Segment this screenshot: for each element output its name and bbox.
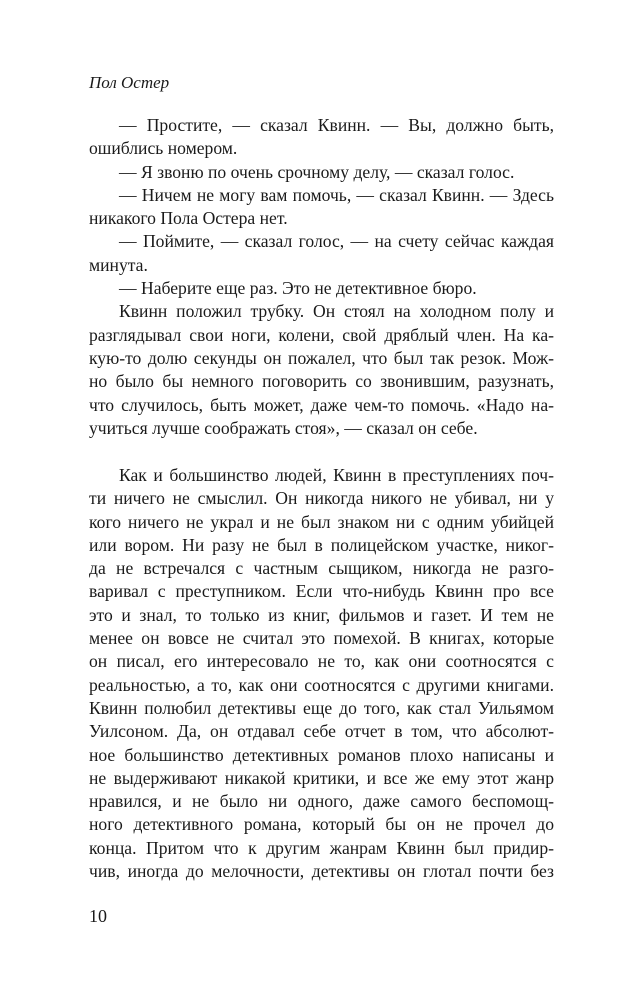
text-line: да не встречался с частным сыщиком, никогда не разго-: [89, 558, 554, 579]
text-line: разглядывал свои ноги, колени, свой дряблый член. На ка-: [89, 324, 554, 345]
text-line: — Простите, — сказал Квинн. — Вы, должно быть,: [119, 115, 554, 135]
text-line: минута.: [89, 254, 148, 275]
paragraph: [89, 277, 554, 300]
text-line: менее он вовсе не считал это помехой. В книгах, которые: [89, 628, 554, 649]
text-line: ное большинство детективных романов плохо написаны и: [89, 744, 554, 765]
dialogue-block: [89, 114, 554, 440]
narrative-block: [89, 464, 554, 883]
running-head: Пол Остер: [89, 73, 170, 92]
text-line: это и знал, то только из книг, фильмов и газет. И тем не: [89, 604, 554, 625]
text-line: — Я звоню по очень срочному делу, — сказал голос.: [119, 161, 515, 182]
paragraph: [89, 114, 554, 161]
text-line: нравился, и не было ни одного, даже самого беспомощ-: [89, 791, 554, 812]
text-line: никакого Пола Остера нет.: [89, 208, 288, 229]
text-line: чив, иногда до мелочности, детективы он глотал почти без: [89, 861, 554, 882]
text-line: что случилось, быть может, даже чем-то помочь. «Надо на-: [89, 394, 554, 415]
text-line: Квинн полюбил детективы еще до того, как стал Уильямом: [89, 697, 554, 718]
paragraph: [89, 230, 554, 277]
text-line: реальностью, а то, как они соотносятся с другими книгами.: [89, 674, 554, 695]
text-line: кого ничего не украл и не был знаком ни с одним убийцей: [89, 511, 554, 532]
paragraph: [89, 161, 554, 184]
page-number: 10: [89, 906, 107, 926]
text-line: он писал, его интересовало не то, как они соотносятся с: [89, 651, 554, 672]
paragraph: [89, 300, 554, 440]
text-line: ного детективного романа, который бы он не прочел до: [89, 814, 554, 835]
text-line: но было бы немного поговорить со звонившим, разузнать,: [89, 371, 554, 392]
paragraph: [89, 184, 554, 231]
text-line: не выдерживают никакой критики, и все же ему этот жанр: [89, 767, 554, 788]
text-line: Квинн положил трубку. Он стоял на холодном полу и: [119, 301, 554, 322]
text-line: ошиблись номером.: [89, 138, 238, 159]
text-line: Уилсоном. Да, он отдавал себе отчет в том, что абсолют-: [89, 721, 554, 742]
paragraph: [89, 464, 554, 883]
text-line: — Наберите еще раз. Это не детективное бюро.: [119, 278, 477, 299]
text-line: — Поймите, — сказал голос, — на счету сейчас каждая: [119, 231, 554, 252]
text-line: кую-то долю секунды он пожалел, что был так резок. Мож-: [89, 347, 554, 368]
text-line: Как и большинство людей, Квинн в преступлениях поч-: [119, 465, 554, 485]
text-line: учиться лучше соображать стоя», — сказал он себе.: [89, 417, 478, 438]
text-line: ти ничего не смыслил. Он никогда никого не убивал, ни у: [89, 488, 554, 509]
text-line: или вором. Ни разу не был в полицейском участке, никог-: [89, 534, 554, 555]
text-line: варивал с преступником. Если что-нибудь Квинн про все: [89, 581, 554, 602]
text-line: конца. Притом что к другим жанрам Квинн был придир-: [89, 837, 554, 858]
text-line: — Ничем не могу вам помочь, — сказал Квинн. — Здесь: [119, 184, 554, 205]
